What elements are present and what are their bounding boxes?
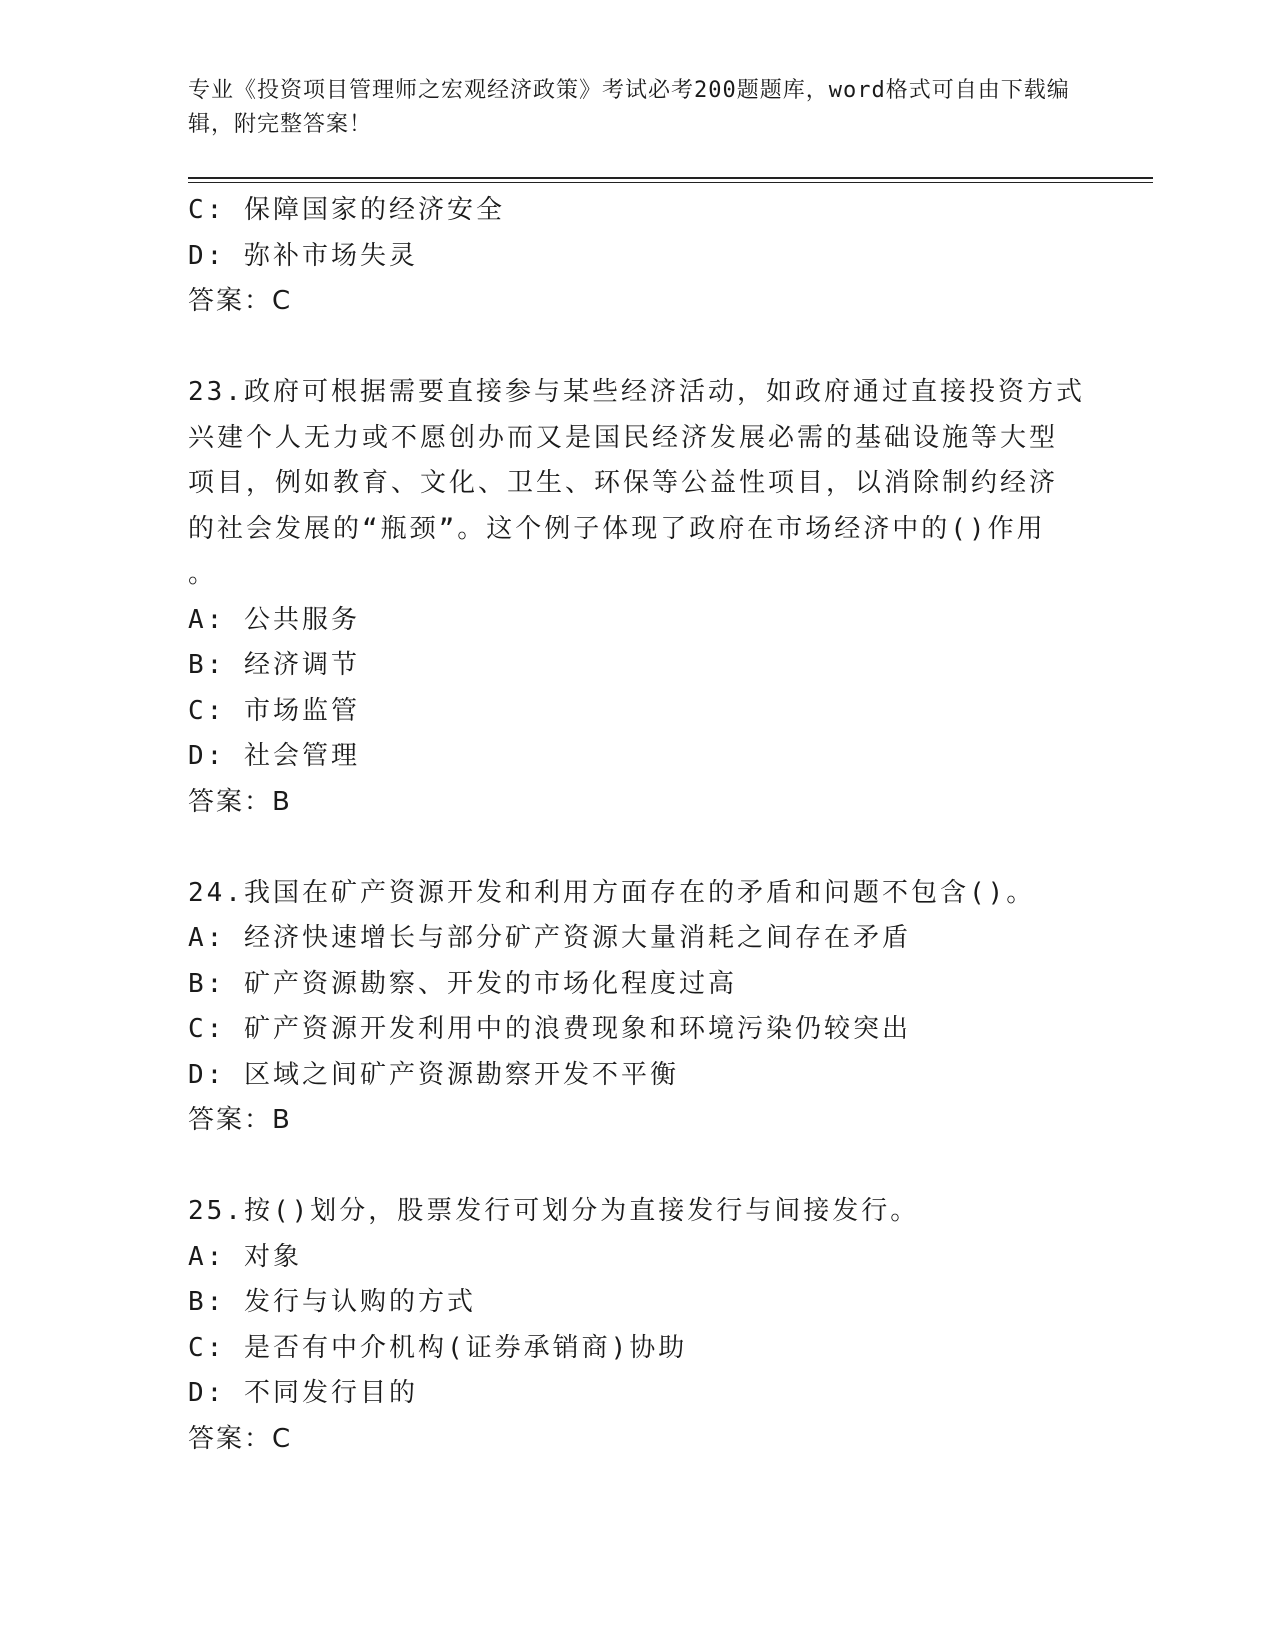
document-header (188, 74, 1088, 142)
option-c (188, 188, 1108, 234)
option-text: 公共服务 (243, 604, 360, 635)
spacer (188, 1144, 1108, 1190)
question-stem-line: 项目，例如教育、文化、卫生、环保等公益性项目，以消除制约经济 (188, 468, 1059, 498)
option-a (188, 1235, 1108, 1281)
header-divider-thick (188, 177, 1153, 179)
option-c (188, 1007, 1108, 1053)
option-text: 社会管理 (243, 741, 360, 771)
header-divider-thin (188, 182, 1153, 183)
option-label: C: (188, 1332, 226, 1363)
option-text: 是否有中介机构(证券承销商)协助 (243, 1332, 688, 1363)
option-c (188, 1326, 1108, 1372)
option-label: D: (188, 741, 226, 771)
spacer (188, 325, 1108, 371)
option-text: 经济调节 (243, 650, 360, 680)
option-text: 市场监管 (243, 695, 360, 726)
option-b (188, 643, 1108, 689)
option-a (188, 916, 1108, 962)
option-label: C: (188, 195, 226, 225)
option-text: 区域之间矿产资源勘察开发不平衡 (243, 1059, 679, 1090)
option-text: 对象 (243, 1241, 302, 1272)
question-block-25 (188, 1189, 1108, 1462)
option-b (188, 962, 1108, 1008)
question-stem-line: 。 (188, 559, 218, 589)
question-stem-line: 25.按()划分，股票发行可划分为直接发行与间接发行。 (188, 1196, 920, 1226)
option-label: D: (188, 1059, 226, 1090)
option-text: 弥补市场失灵 (243, 240, 418, 271)
answer-line: 答案：B (188, 786, 292, 817)
question-stem-line: 兴建个人无力或不愿创办而又是国民经济发展必需的基础设施等大型 (188, 422, 1059, 453)
option-text: 矿产资源开发利用中的浪费现象和环境污染仍较突出 (243, 1014, 911, 1044)
option-label: B: (188, 968, 226, 999)
option-c (188, 689, 1108, 735)
option-label: A: (188, 1241, 226, 1272)
option-d (188, 1053, 1108, 1099)
option-label: D: (188, 1378, 226, 1408)
option-label: B: (188, 650, 226, 680)
option-text: 矿产资源勘察、开发的市场化程度过高 (243, 968, 737, 999)
answer-line: 答案：B (188, 1105, 292, 1135)
option-label: A: (188, 923, 226, 953)
option-d (188, 1371, 1108, 1417)
option-text: 发行与认购的方式 (243, 1287, 476, 1317)
option-d (188, 734, 1108, 780)
question-stem-line: 23.政府可根据需要直接参与某些经济活动，如政府通过直接投资方式 (188, 377, 1085, 407)
question-list (188, 188, 1108, 1462)
option-b (188, 1280, 1108, 1326)
question-block-22 (188, 188, 1108, 325)
option-label: C: (188, 1014, 226, 1044)
option-d (188, 234, 1108, 280)
option-label: A: (188, 604, 226, 635)
option-label: B: (188, 1287, 226, 1317)
option-text: 保障国家的经济安全 (243, 195, 505, 225)
question-stem-line: 的社会发展的“瓶颈”。这个例子体现了政府在市场经济中的()作用 (188, 513, 1046, 544)
header-text: 专业《投资项目管理师之宏观经济政策》考试必考200题题库，word格式可自由下载编辑，附完整答案！ (188, 78, 1070, 137)
option-label: C: (188, 695, 226, 726)
option-label: D: (188, 240, 226, 271)
spacer (188, 825, 1108, 871)
option-text: 不同发行目的 (243, 1378, 418, 1408)
answer-line: 答案：C (188, 1423, 293, 1454)
question-block-23 (188, 370, 1108, 825)
option-a (188, 598, 1108, 644)
question-block-24 (188, 871, 1108, 1144)
answer-line: 答案：C (188, 286, 293, 316)
question-stem-line: 24.我国在矿产资源开发和利用方面存在的矛盾和问题不包含()。 (188, 877, 1036, 908)
option-text: 经济快速增长与部分矿产资源大量消耗之间存在矛盾 (243, 923, 911, 953)
